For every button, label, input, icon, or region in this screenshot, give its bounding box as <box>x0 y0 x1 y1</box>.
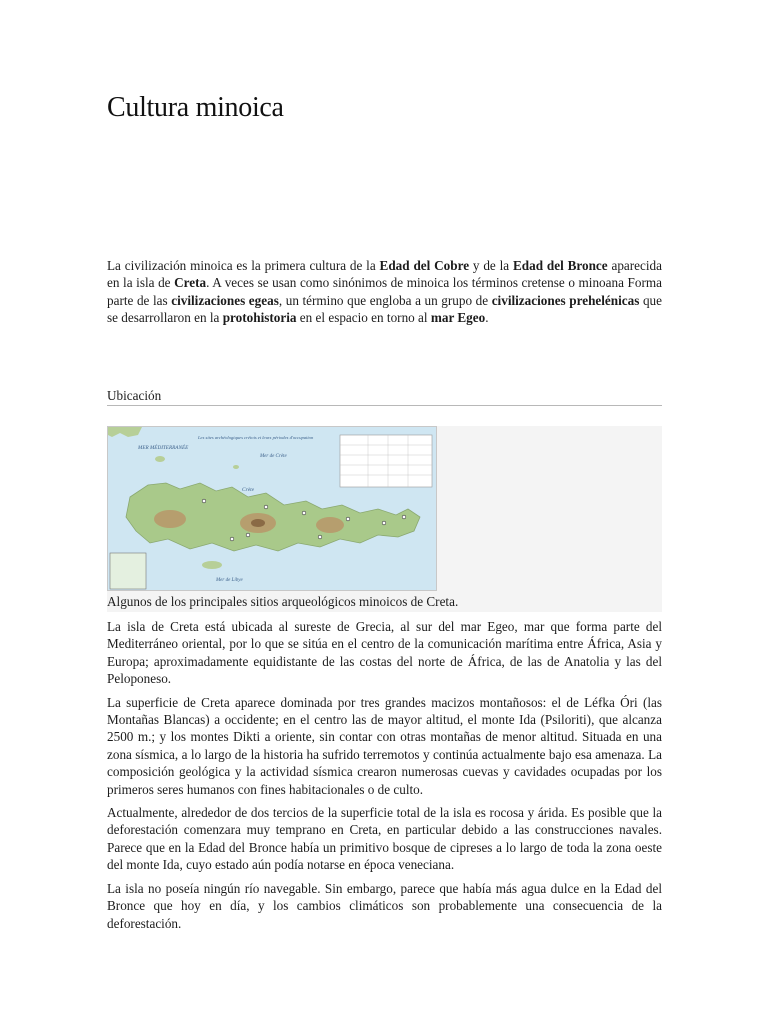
paragraph-ubicacion: La isla de Creta está ubicada al sureste de Grecia, al sur del mar Egeo, mar que forma parte del Mediterráneo oriental, por lo que se sitúa en el centro de la comunicación marítima entre África, Asia y Europa; aproximadamente equidistante de las costas del norte de África, de las de Anatolia y las del Peloponeso. <box>107 619 662 687</box>
mountain-dikti <box>316 517 344 533</box>
island-gavdos <box>202 561 222 569</box>
link-protohistoria[interactable]: protohistoria <box>222 310 297 326</box>
site-dot <box>202 499 206 503</box>
link-creta[interactable]: Creta <box>174 275 207 291</box>
crete-map-image[interactable] <box>107 426 437 591</box>
intro-paragraph: La civilización minoica es la primera cultura de la Edad del Cobre y de la Edad del Bronce aparecida en la isla de Creta. A veces se usan como sinónimos de minoica los términos cretense o minoana Forma parte de las civilizaciones egeas, un término que engloba a un grupo de civilizaciones prehelénicas que se desarrollaron en la protohistoria en el espacio en torno al mar Egeo. <box>107 258 662 326</box>
crete-map-svg <box>108 427 437 591</box>
section-heading-ubicacion: Ubicación <box>107 388 662 406</box>
site-dot <box>302 511 306 515</box>
mountain-lefka-ori <box>154 510 186 528</box>
site-dot <box>318 535 322 539</box>
page-title: Cultura minoica <box>107 92 284 123</box>
map-legend-box <box>340 435 432 487</box>
figure-caption: Algunos de los principales sitios arqueológicos minoicos de Creta. <box>107 594 459 609</box>
peak-ida <box>251 519 265 527</box>
island-shape <box>233 465 239 469</box>
site-dot <box>230 537 234 541</box>
body-text <box>107 618 662 938</box>
label-mer-mediterranee: MER MÉDITERRANÉE <box>138 445 189 451</box>
island-shape <box>155 456 165 462</box>
site-dot <box>402 515 406 519</box>
site-dot <box>246 533 250 537</box>
site-dot <box>382 521 386 525</box>
link-edad-del-cobre[interactable]: Edad del Cobre <box>379 258 470 273</box>
site-dot <box>346 517 350 521</box>
paragraph-agua: La isla no poseía ningún río navegable. Sin embargo, parece que había más agua dulce en la Edad del Bronce que hoy en día, y los cambios climáticos son probablemente una consecuencia de la deforestación. <box>107 880 662 931</box>
link-civilizaciones-prehelenicas[interactable]: civilizaciones prehelénicas <box>491 292 640 308</box>
site-dot <box>264 505 268 509</box>
label-mer-de-crete: Mer de Crète <box>260 454 287 459</box>
paragraph-deforestacion: Actualmente, alrededor de dos tercios de la superficie total de la isla es rocosa y árida. Es posible que la deforestación comenzara muy temprano en Creta, en particular debido a las construcciones navales. Parece que en la Edad del Bronce había un primitivo bosque de cipreses a lo largo de toda la zona oeste del monte Ida, cuyo estado aún podía notarse en época veneciana. <box>107 805 662 873</box>
link-mar-egeo[interactable]: mar Egeo <box>430 310 486 326</box>
link-edad-del-bronce[interactable]: Edad del Bronce <box>512 258 608 273</box>
map-inset <box>110 553 146 589</box>
link-civilizaciones-egeas[interactable]: civilizaciones egeas <box>171 292 279 308</box>
figure <box>107 426 662 612</box>
label-crete: Crète <box>242 487 254 493</box>
paragraph-relieve: La superficie de Creta aparece dominada por tres grandes macizos montañosos: el de Léfka Óri (las Montañas Blancas) a occidente; en el centro las de mayor altitud, el monte Ida (Psiloriti), que alcanza 2500 m.; y los montes Dikti a oriente, sin contar con otras montañas de menor altitud. Situada en una zona sísmica, a lo largo de la historia ha sufrido terremotos y continúa actualmente bajo esa amenaza. La composición geológica y la actividad sísmica crearon numerosas cuevas y cavidades ocupadas por los primeros seres humanos con fines habitacionales o de culto. <box>107 694 662 797</box>
label-mer-de-libye: Mer de Libye <box>216 578 243 583</box>
map-title: Les sites archéologiques crétois et leurs périodes d'occupation <box>198 435 314 440</box>
